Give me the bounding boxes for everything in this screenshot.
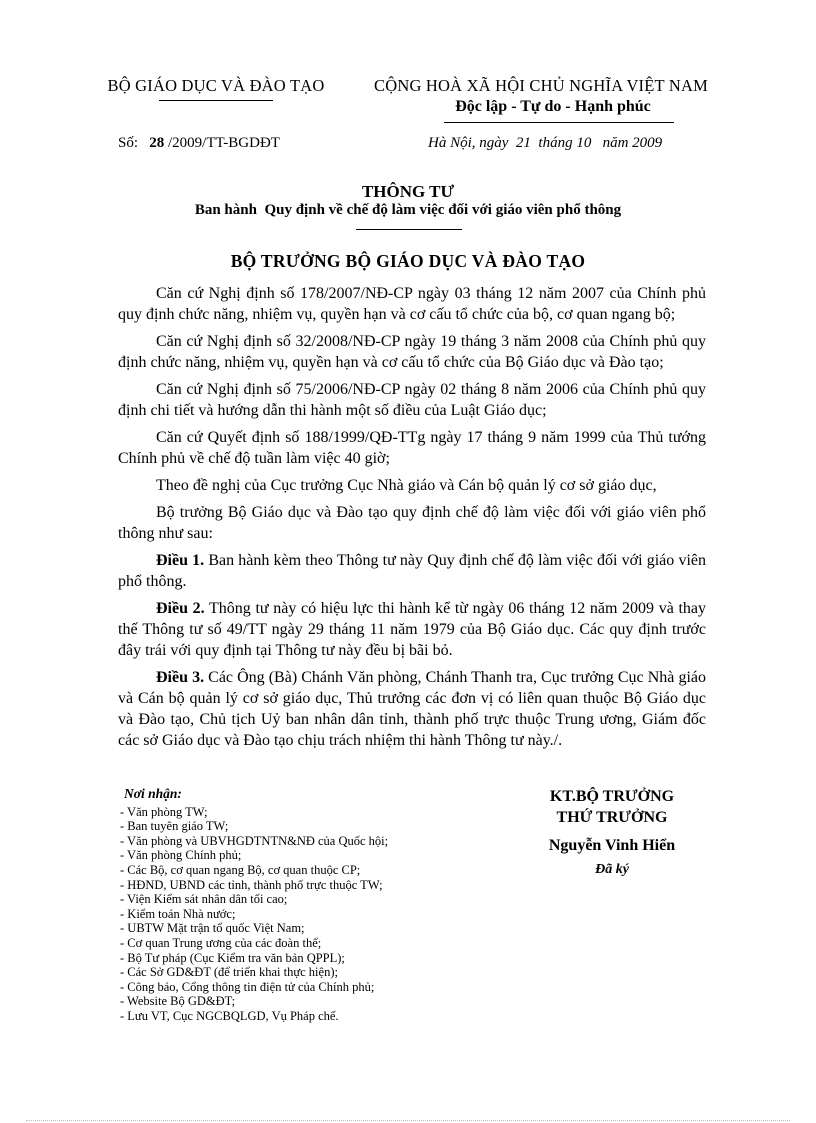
article-3-text: Các Ông (Bà) Chánh Văn phòng, Chánh Thanh tra, Cục trưởng Cục Nhà giáo và Cán bộ quản lý cơ sở giáo dục, Thủ trưởng các đơn vị có liên quan thuộc Bộ Giáo dục và Đào tạo, Chủ tịch Uỷ ban nhân dân tỉnh, thành phố trực thuộc Trung ương, Giám đốc các sở Giáo dục và Đào tạo chịu trách nhiệm thi hành Thông tư này./. xyxy=(118,669,707,749)
document-body xyxy=(118,283,706,757)
list-item: - Website Bộ GD&ĐT; xyxy=(120,994,236,1009)
article-3-label: Điều 3. xyxy=(156,669,205,686)
signature-block xyxy=(520,786,704,878)
list-item: - Cơ quan Trung ương của các đoàn thể; xyxy=(120,935,322,950)
article-1-label: Điều 1. xyxy=(156,552,205,569)
document-subject: Ban hành Quy định về chế độ làm việc đối với giáo viên phổ thông xyxy=(194,202,622,218)
number-label: Số: xyxy=(118,135,139,151)
list-item: - Văn phòng và UBVHGDTNTN&NĐ của Quốc hội; xyxy=(120,833,389,848)
country-name: CỘNG HOÀ XÃ HỘI CHỦ NGHĨA VIỆT NAM xyxy=(374,76,708,95)
list-item: - Viện Kiểm sát nhân dân tối cao; xyxy=(120,892,288,907)
list-item: - Bộ Tư pháp (Cục Kiểm tra văn bản QPPL); xyxy=(120,950,345,965)
ministry-name: BỘ GIÁO DỤC VÀ ĐÀO TẠO xyxy=(107,76,325,95)
article-1-text: Ban hành kèm theo Thông tư này Quy định chế độ làm việc đối với giáo viên phổ thông. xyxy=(118,552,706,590)
basis-paragraph-2: Căn cứ Nghị định số 32/2008/NĐ-CP ngày 19 tháng 3 năm 2008 của Chính phủ quy định chức năng, nhiệm vụ, quyền hạn và cơ cấu tổ chức của Bộ Giáo dục và Đào tạo; xyxy=(118,333,706,371)
number-suffix: /2009/TT-BGDĐT xyxy=(168,135,280,151)
basis-paragraph-4: Căn cứ Quyết định số 188/1999/QĐ-TTg ngày 17 tháng 9 năm 1999 của Thủ tướng Chính phủ về chế độ tuần làm việc 40 giờ; xyxy=(118,429,706,467)
list-item: - Ban tuyên giáo TW; xyxy=(120,819,229,834)
issuing-authority: BỘ TRƯỞNG BỘ GIÁO DỤC VÀ ĐÀO TẠO xyxy=(230,251,586,271)
list-item: - Kiểm toán Nhà nước; xyxy=(120,906,236,921)
article-2 xyxy=(118,598,706,661)
list-item: - Các Bộ, cơ quan ngang Bộ, cơ quan thuộc CP; xyxy=(120,862,361,877)
list-item: - Văn phòng Chính phủ; xyxy=(120,848,242,863)
list-item: - Lưu VT, Cục NGCBQLGD, Vụ Pháp chế. xyxy=(120,1008,339,1023)
recipients-title: Nơi nhận: xyxy=(124,786,182,801)
list-item: - HĐND, UBND các tỉnh, thành phố trực thuộc TW; xyxy=(120,877,383,892)
header-country-block xyxy=(356,76,726,123)
article-1 xyxy=(118,550,706,592)
article-3 xyxy=(118,667,706,751)
list-item: - Công báo, Cổng thông tin điện tử của Chính phủ; xyxy=(120,979,375,994)
page-bottom-divider xyxy=(26,1120,790,1121)
article-2-label: Điều 2. xyxy=(156,600,205,617)
list-item: - Các Sở GD&ĐT (để triển khai thực hiện); xyxy=(120,965,338,980)
list-item: - UBTW Mặt trận tổ quốc Việt Nam; xyxy=(120,921,305,936)
number-value: 28 xyxy=(149,135,165,151)
document-type: THÔNG TƯ xyxy=(361,182,455,201)
document-number xyxy=(118,135,280,152)
signature-status: Đã ký xyxy=(595,862,629,877)
recipients-block xyxy=(120,787,480,1024)
title-underline xyxy=(356,229,462,230)
ministry-underline xyxy=(159,100,273,101)
recipients-list xyxy=(120,805,480,1024)
signer-role-line-2: THỨ TRƯỞNG xyxy=(556,809,668,826)
proposal-paragraph: Theo đề nghị của Cục trưởng Cục Nhà giáo và Cán bộ quản lý cơ sở giáo dục, xyxy=(156,477,657,494)
signer-role-line-1: KT.BỘ TRƯỞNG xyxy=(549,788,675,805)
national-motto: Độc lập - Tự do - Hạnh phúc xyxy=(455,98,651,115)
list-item: - Văn phòng TW; xyxy=(120,804,208,819)
header-ministry-block xyxy=(100,76,332,101)
signer-name: Nguyễn Vinh Hiển xyxy=(548,837,676,854)
motto-underline xyxy=(444,122,674,123)
basis-paragraph-3: Căn cứ Nghị định số 75/2006/NĐ-CP ngày 02 tháng 8 năm 2006 của Chính phủ quy định chi tiết và hướng dẫn thi hành một số điều của Luật Giáo dục; xyxy=(118,381,706,419)
issue-date: Hà Nội, ngày 21 tháng 10 năm 2009 xyxy=(428,135,663,151)
decision-paragraph: Bộ trưởng Bộ Giáo dục và Đào tạo quy định chế độ làm việc đối với giáo viên phổ thông như sau: xyxy=(118,504,706,542)
basis-paragraph-1: Căn cứ Nghị định số 178/2007/NĐ-CP ngày 03 tháng 12 năm 2007 của Chính phủ quy định chức năng, nhiệm vụ, quyền hạn và cơ cấu tổ chức của bộ, cơ quan ngang bộ; xyxy=(118,285,706,323)
article-2-text: Thông tư này có hiệu lực thi hành kể từ ngày 06 tháng 12 năm 2009 và thay thế Thông tư số 49/TT ngày 29 tháng 11 năm 1979 của Bộ Giáo dục. Các quy định trước đây trái với quy định tại Thông tư này đều bị bãi bỏ. xyxy=(118,600,707,659)
